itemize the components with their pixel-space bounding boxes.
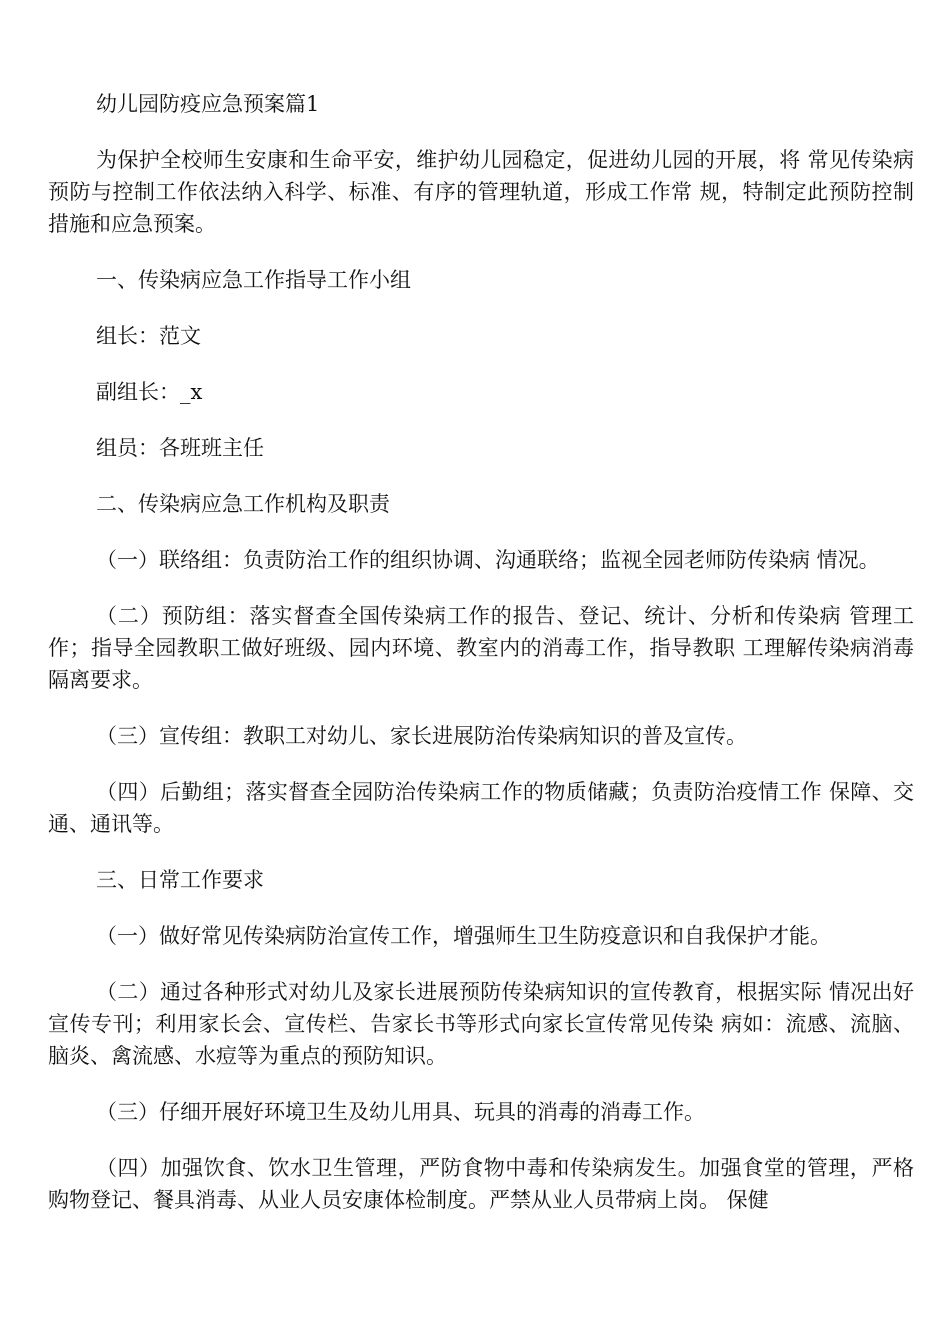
paragraph-gap [48, 840, 914, 864]
requirement-1-paragraph: （一）做好常见传染病防治宣传工作，增强师生卫生防疫意识和自我保护才能。 [96, 924, 831, 948]
section-heading-2: 二、传染病应急工作机构及职责 [96, 492, 390, 516]
paragraph-gap [48, 520, 914, 544]
paragraph-gap [48, 696, 914, 720]
paragraph-gap [48, 1128, 914, 1152]
prevention-group-paragraph: （二）预防组：落实督查全国传染病工作的报告、登记、统计、分析和传染病 管理工作；指导全园教职工做好班级、园内环境、教室内的消毒工作，指导教职 工理解传染病消毒隔离要求。 [48, 604, 914, 692]
liaison-group-paragraph: （一）联络组：负责防治工作的组织协调、沟通联络；监视全园老师防传染病 情况。 [96, 548, 880, 572]
paragraph-gap [48, 296, 914, 320]
paragraph-gap [48, 352, 914, 376]
section-heading-1: 一、传染病应急工作指导工作小组 [96, 268, 411, 292]
group-members: 组员：各班班主任 [96, 436, 264, 460]
logistics-group-paragraph: （四）后勤组；落实督查全园防治传染病工作的物质储藏；负责防治疫情工作 保障、交通、通讯等。 [48, 780, 914, 836]
paragraph-gap [48, 240, 914, 264]
paragraph-gap [48, 408, 914, 432]
paragraph-gap [48, 752, 914, 776]
document-title: 幼儿园防疫应急预案篇1 [96, 92, 320, 116]
intro-paragraph: 为保护全校师生安康和生命平安，维护幼儿园稳定，促进幼儿园的开展，将 常见传染病预防与控制工作依法纳入科学、标准、有序的管理轨道，形成工作常 规，特制定此预防控制措施和应急预案。 [48, 148, 914, 236]
requirement-2-paragraph: （二）通过各种形式对幼儿及家长进展预防传染病知识的宣传教育，根据实际 情况出好宣传专刊；利用家长会、宣传栏、告家长书等形式向家长宣传常见传染 病如：流感、流脑、脑炎、禽流感、水痘等为重点的预防知识。 [48, 980, 914, 1068]
paragraph-gap [48, 896, 914, 920]
paragraph-gap [48, 464, 914, 488]
deputy-leader: 副组长：_x [96, 380, 203, 404]
section-heading-3: 三、日常工作要求 [96, 868, 264, 892]
requirement-3-paragraph: （三）仔细开展好环境卫生及幼儿用具、玩具的消毒的消毒工作。 [96, 1100, 705, 1124]
paragraph-gap [48, 1072, 914, 1096]
paragraph-gap [48, 952, 914, 976]
requirement-4-paragraph: （四）加强饮食、饮水卫生管理，严防食物中毒和传染病发生。加强食堂的管理，严格购物登记、餐具消毒、从业人员安康体检制度。严禁从业人员带病上岗。 保健 [48, 1156, 914, 1212]
group-leader: 组长：范文 [96, 324, 201, 348]
paragraph-gap [48, 576, 914, 600]
publicity-group-paragraph: （三）宣传组：教职工对幼儿、家长进展防治传染病知识的普及宣传。 [96, 724, 747, 748]
paragraph-gap [48, 120, 914, 144]
document-page [48, 88, 914, 1216]
